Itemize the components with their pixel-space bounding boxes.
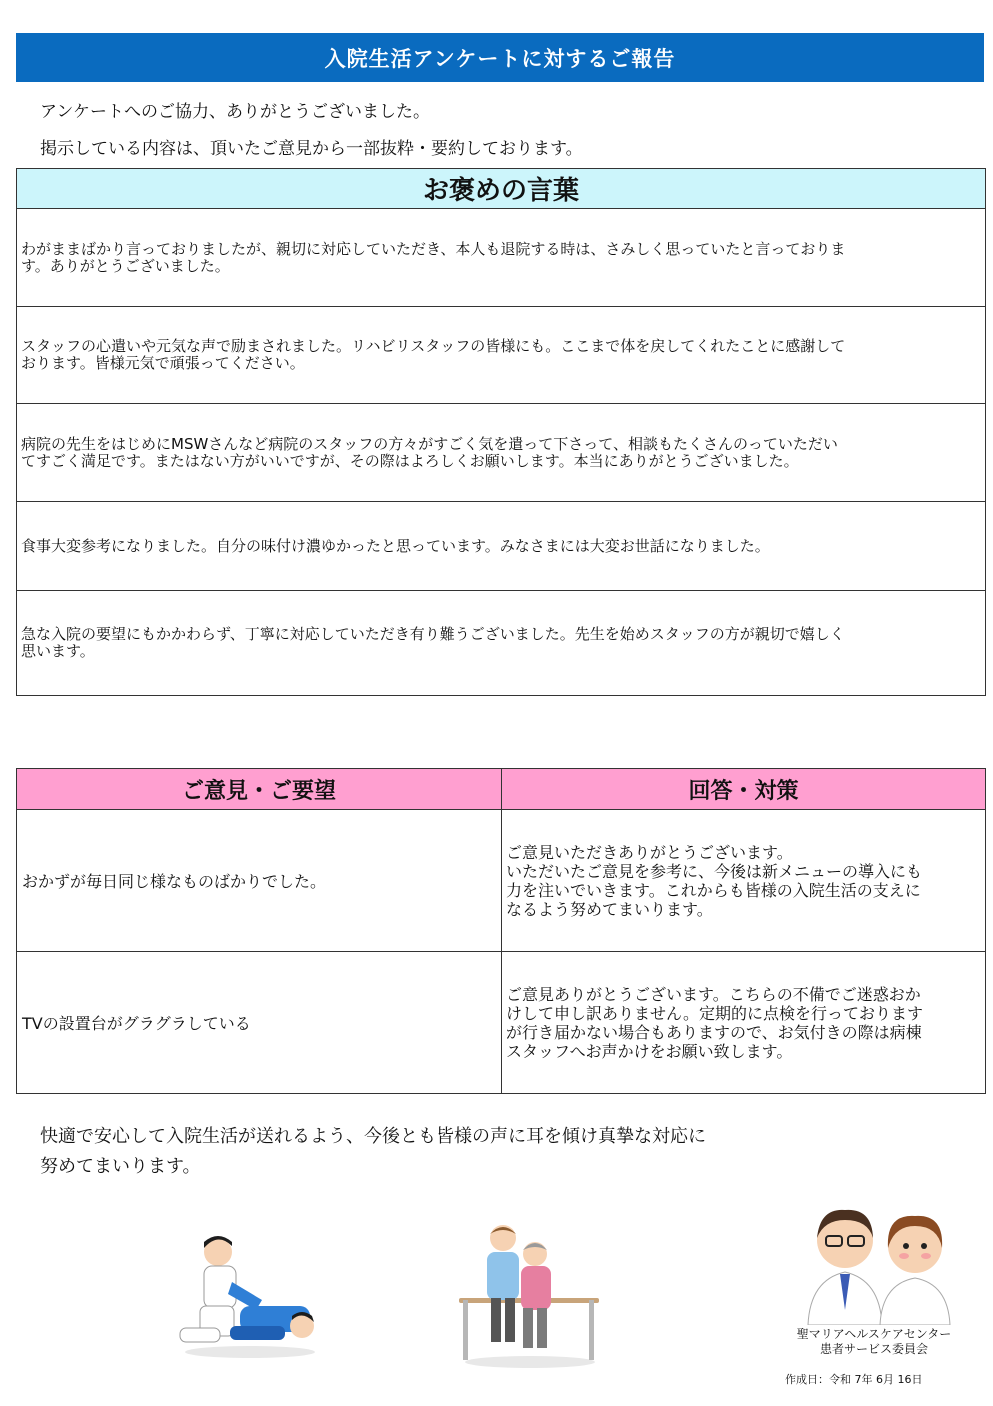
praise-item — [17, 307, 985, 404]
praise-text: てすごく満足です。またはない方がいいですが、その際はよろしくお願いします。本当にありがとうございました。 — [21, 451, 799, 470]
intro-thanks: アンケートへのご協力、ありがとうございました。 — [40, 102, 430, 122]
rehab-walking-illustration — [455, 1220, 605, 1370]
organization-line: 聖マリアヘルスケアセンター — [796, 1327, 952, 1341]
request-row — [17, 810, 985, 952]
closing-line: 努めてまいります。 — [40, 1156, 201, 1177]
praise-table — [16, 168, 986, 696]
organization-line: 患者サービス委員会 — [819, 1342, 928, 1356]
request-row — [17, 952, 985, 1093]
praise-item — [17, 209, 985, 307]
intro-note: 掲示している内容は、頂いたご意見から一部抜粋・要約しております。 — [40, 139, 583, 159]
praise-text: 急な入院の要望にもかかわらず、丁寧に対応していただき有り難うございました。先生を始めスタッフの方が親切で嬉しく — [21, 625, 845, 643]
praise-item — [17, 404, 985, 502]
answer-line: ご意見ありがとうございます。こちらの不備でご迷惑おか — [506, 984, 921, 1004]
rehab-stretch-illustration — [170, 1230, 320, 1360]
praise-text: 病院の先生をはじめにMSWさんなど病院のスタッフの方々がすごく気を遣って下さって、相談もたくさんのっていただい — [21, 434, 838, 453]
answer-line: スタッフへお声かけをお願い致します。 — [506, 1041, 793, 1061]
requests-table — [16, 768, 986, 1094]
answer-line: 力を注いでいきます。これからも皆様の入院生活の支えに — [506, 880, 921, 900]
answer-line: いただいたご意見を参考に、今後は新メニューの導入にも — [506, 861, 923, 881]
answer-line: が行き届かない場合もありますので、お気付きの際は病棟 — [506, 1022, 922, 1042]
closing-message — [40, 1122, 706, 1182]
request-text: TVの設置台がグラグラしている — [17, 952, 502, 1093]
praise-text: スタッフの心遣いや元気な声で励まされました。リハビリスタッフの皆様にも。ここまで体を戻してくれたことに感謝して — [21, 337, 846, 355]
organization-name — [784, 1327, 964, 1357]
praise-text: 思います。 — [21, 642, 95, 660]
answer-line: けして申し訳ありません。定期的に点検を行っております — [506, 1003, 923, 1023]
page-title: 入院生活アンケートに対するご報告 — [16, 33, 984, 82]
praise-heading: お褒めの言葉 — [17, 169, 985, 209]
answers-col-heading: 回答・対策 — [688, 778, 799, 804]
answer-line: ご意見いただきありがとうございます。 — [506, 842, 793, 862]
praise-text: おります。皆様元気で頑張ってください。 — [21, 354, 305, 372]
answer-cell — [502, 952, 985, 1093]
answer-line: なるよう努めてまいります。 — [506, 899, 713, 919]
praise-text: わがままばかり言っておりましたが、親切に対応していただき、本人も退院する時は、さみしく思っていたと言っておりま — [21, 239, 846, 258]
requests-col-heading: ご意見・ご要望 — [17, 769, 502, 809]
request-text: おかずが毎日同じ様なものばかりでした。 — [17, 810, 502, 951]
closing-line: 快適で安心して入院生活が送れるよう、今後とも皆様の声に耳を傾け真摯な対応に — [40, 1126, 706, 1147]
requests-header-row — [17, 769, 985, 810]
created-date: 作成日：令和 7年 6月 16日 — [785, 1373, 923, 1386]
praise-text: 食事大変参考になりました。自分の味付け濃ゆかったと思っています。みなさまには大変お世話になりました。 — [21, 536, 770, 555]
praise-text: す。ありがとうございました。 — [21, 256, 230, 275]
praise-item — [17, 502, 985, 591]
praise-item — [17, 591, 985, 695]
answer-cell — [502, 810, 985, 951]
staff-illustration — [800, 1200, 960, 1325]
